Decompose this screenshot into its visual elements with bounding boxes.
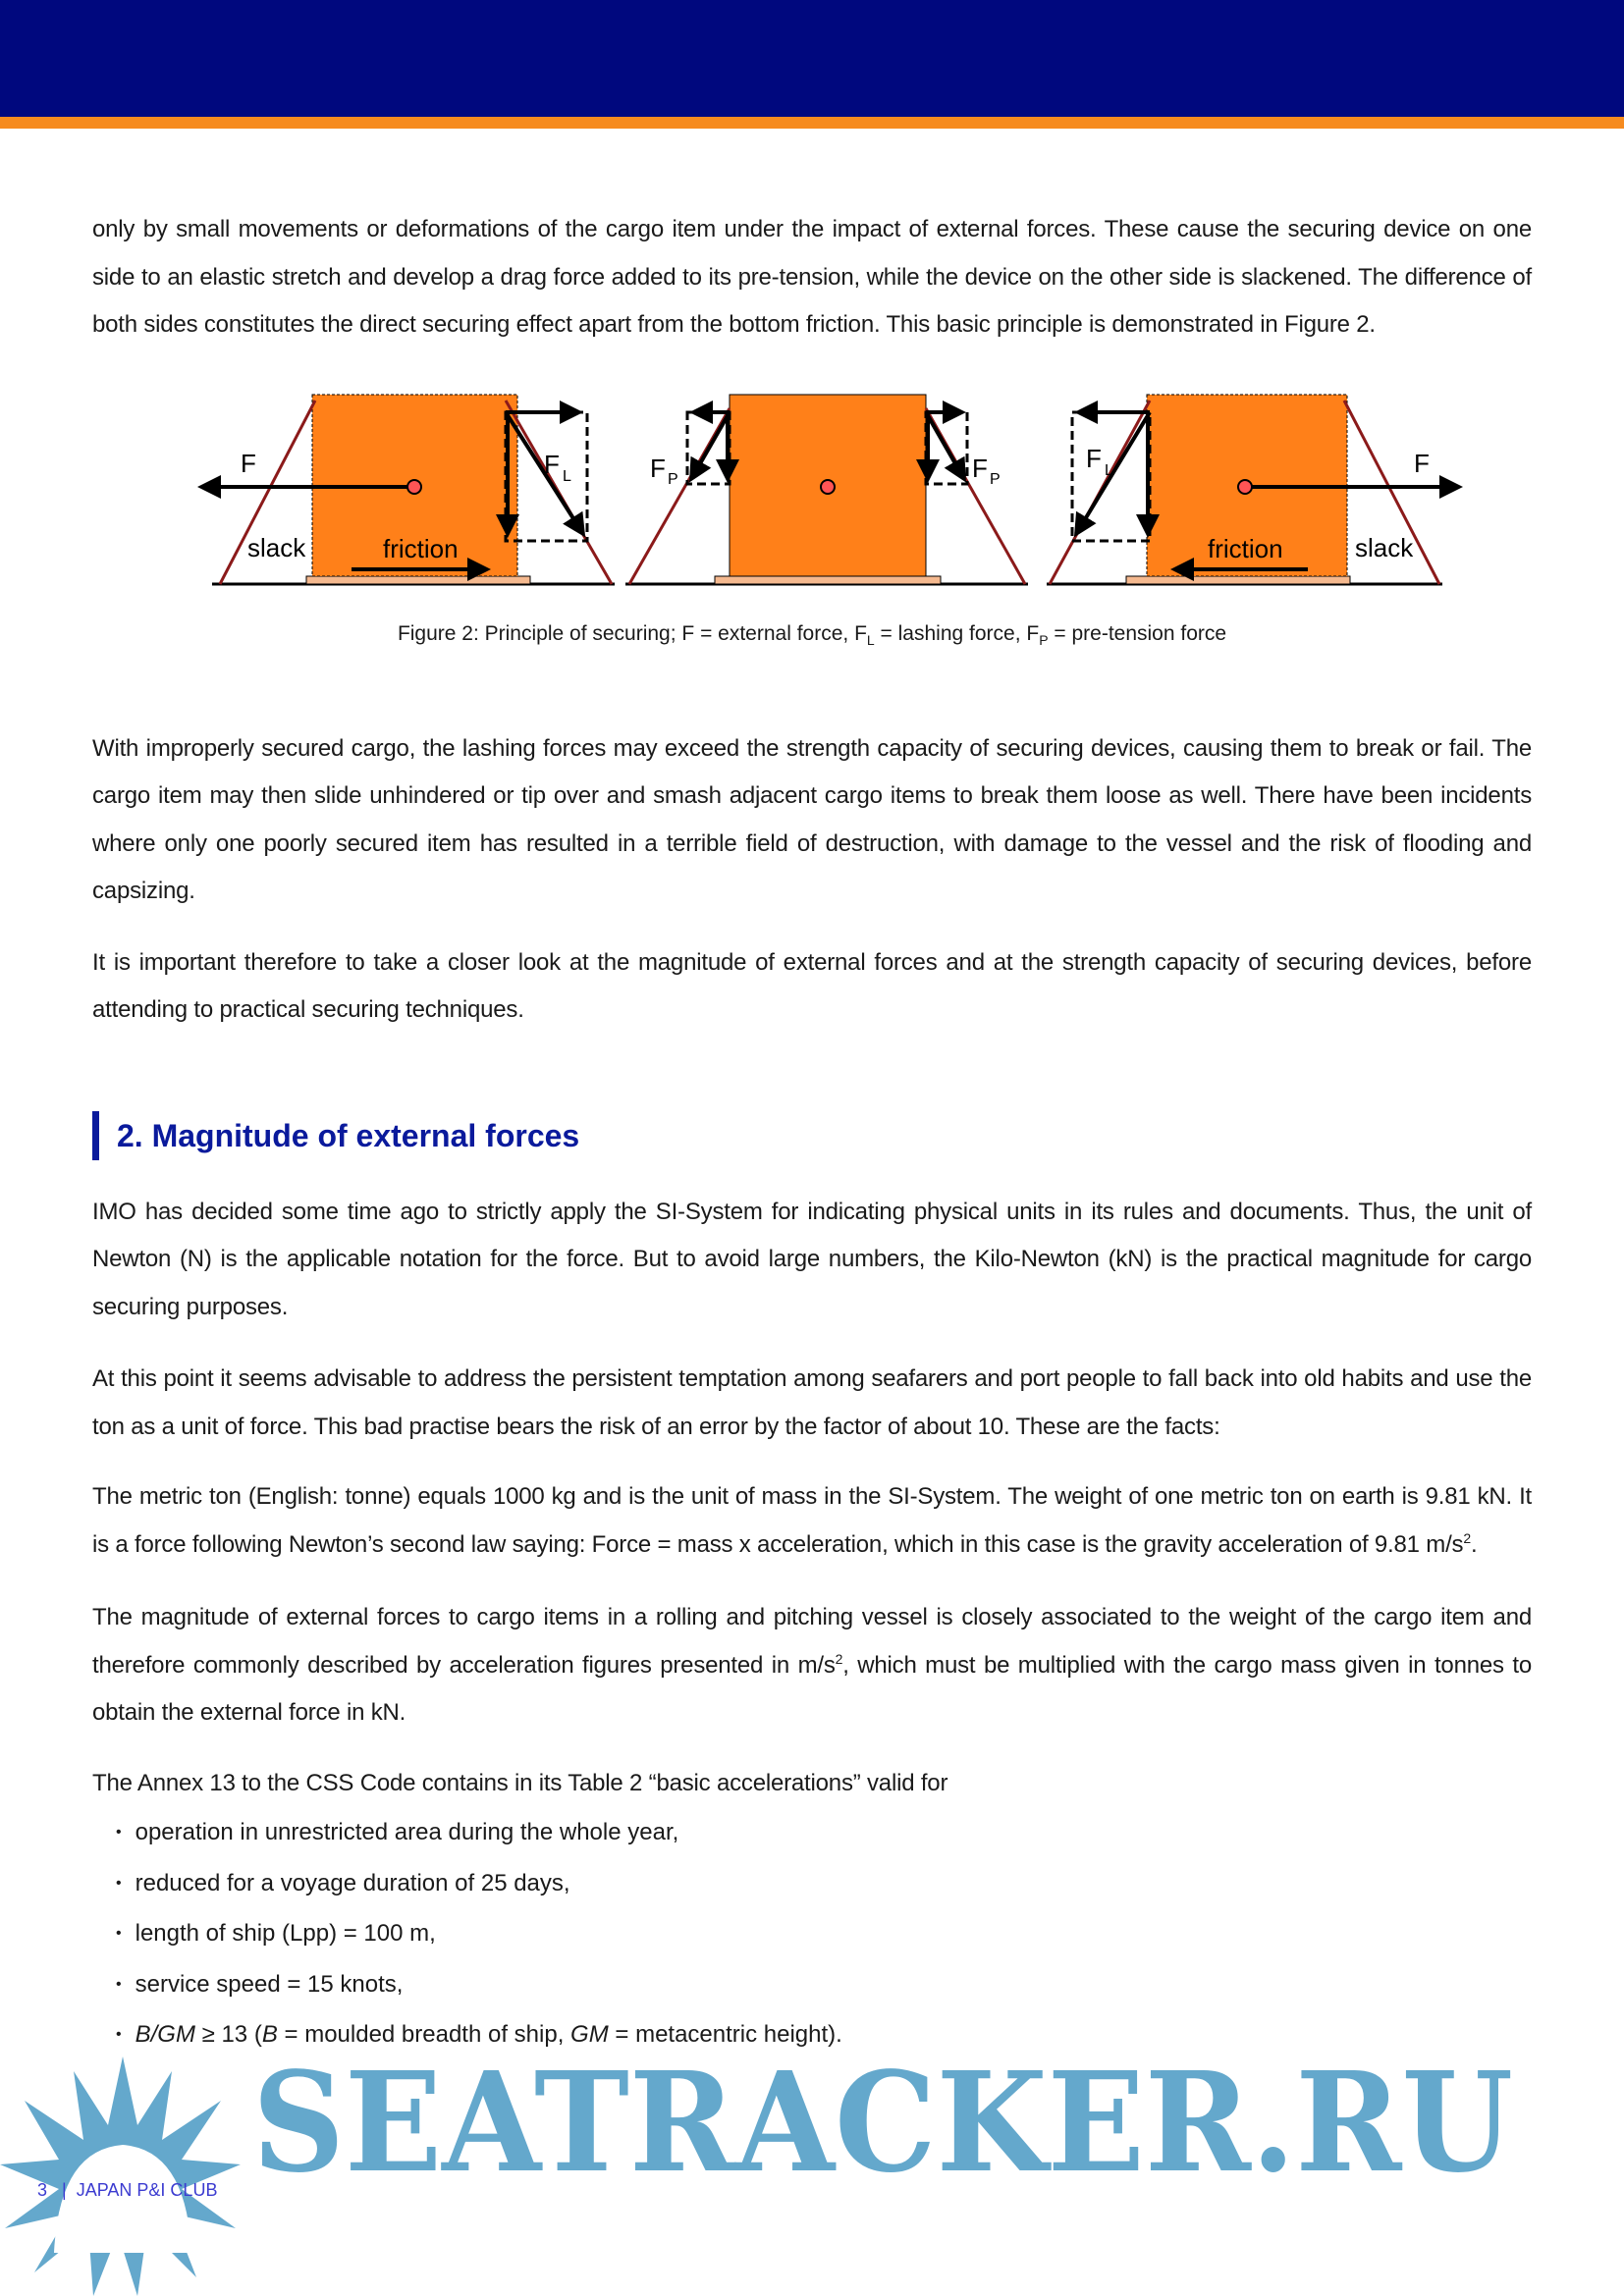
- bullet-list: [92, 1809, 1532, 2062]
- caption-text: = pre-tension force: [1048, 621, 1227, 645]
- text: B: [261, 2021, 278, 2048]
- separator: |: [62, 2179, 67, 2200]
- header-accent-strip: [0, 117, 1624, 129]
- footer: [37, 2176, 1532, 2204]
- cargo-box-center: [629, 395, 1025, 584]
- text: GM: [570, 2021, 609, 2048]
- label-friction: friction: [383, 533, 459, 563]
- paragraph: At this point it seems advisable to address the persistent temptation among seafarers and port people to fall back into old habits and use the ton as a unit of force. This bad practise bears the risk of an error by the factor of about 10. These are the facts:: [92, 1365, 1532, 1440]
- figure-2-diagram: [0, 379, 1624, 595]
- watermark: [250, 2066, 1517, 2176]
- section-heading: 2. Magnitude of external forces: [92, 1111, 1532, 1160]
- superscript: 2: [1463, 1529, 1471, 1546]
- list-item: [116, 2011, 1532, 2062]
- text: The magnitude of external forces to cargo items in a rolling and pitching vessel is closely associated to the weight of the cargo item and therefore commonly described by acceleration figures presented in m/s: [92, 1604, 1532, 1679]
- caption-text: = lashing force, F: [874, 621, 1040, 645]
- label-sub: L: [563, 467, 571, 485]
- list-item: • operation in unrestricted area during the whole year,: [116, 1809, 1532, 1860]
- label-fp: F: [650, 453, 666, 483]
- paragraph: [92, 1473, 1532, 1569]
- list-item: • length of ship (Lpp) = 100 m,: [116, 1910, 1532, 1961]
- list-item: • reduced for a voyage duration of 25 days,: [116, 1860, 1532, 1911]
- list-item: • service speed = 15 knots,: [116, 1961, 1532, 2012]
- text: , which must be multiplied with the cargo mass given in tonnes to obtain the external force in kN.: [92, 1651, 1532, 1726]
- paragraph: The Annex 13 to the CSS Code contains in its Table 2 “basic accelerations” valid for: [92, 1769, 948, 1796]
- label-friction: friction: [1208, 533, 1283, 563]
- label-f: F: [1414, 448, 1430, 478]
- text: B/GM: [135, 2021, 195, 2048]
- text: .: [1470, 1530, 1478, 1558]
- text: = metacentric height).: [608, 2021, 842, 2048]
- superscript: 2: [835, 1650, 843, 1667]
- page-number: 3: [37, 2179, 48, 2200]
- label-sub: L: [1105, 461, 1113, 479]
- figure-caption: [0, 614, 1624, 654]
- label-f: F: [241, 448, 256, 478]
- text: The metric ton (English: tonne) equals 1000 kg and is the unit of mass in the SI-System. The weight of one metric ton on earth is 9.81 kN. It is a force following Newton’s second law saying: Force = mass x acceleration, which in this case is the gravity acceleration of 9.81 m/s: [92, 1483, 1532, 1558]
- paragraph: IMO has decided some time ago to strictly apply the SI-System for indicating physical units in its rules and documents. Thus, the unit of Newton (N) is the applicable notation for the force. But to avoid large numbers, the Kilo-Newton (kN) is the practical magnitude for cargo securing purposes.: [92, 1198, 1532, 1320]
- caption-sub: L: [866, 631, 875, 648]
- watermark-text: SEATRACKER.RU: [252, 2065, 1513, 2176]
- label-slack: slack: [1355, 532, 1414, 562]
- paragraph: It is important therefore to take a closer look at the magnitude of external forces and at the strength capacity of securing devices, before attending to practical securing techniques.: [92, 948, 1532, 1023]
- paragraph: only by small movements or deformations of the cargo item under the impact of external forces. These cause the securing device on one side to an elastic stretch and develop a drag force added to its pre-tension, while the device on the other side is slackened. The difference of both sides constitutes the direct securing effect apart from the bottom friction. This basic principle is demonstrated in Figure 2.: [92, 216, 1532, 338]
- caption-text: Figure 2: Principle of securing; F = external force, F: [397, 621, 867, 645]
- footer-org: JAPAN P&I CLUB: [76, 2179, 218, 2200]
- caption-sub: P: [1039, 631, 1049, 648]
- label-fl: F: [1086, 443, 1102, 473]
- text: = moulded breadth of ship,: [277, 2021, 571, 2048]
- label-fp: F: [972, 453, 988, 483]
- label-fl: F: [544, 449, 560, 479]
- paragraph: With improperly secured cargo, the lashing forces may exceed the strength capacity of securing devices, causing them to break or fail. The cargo item may then slide unhindered or tip over and smash adjacent cargo items to break them loose as well. There have been incidents where only one poorly secured item has resulted in a terrible field of destruction, with damage to the vessel and the risk of flooding and capsizing.: [92, 734, 1532, 904]
- text: ≥ 13 (: [194, 2021, 262, 2048]
- label-slack: slack: [247, 532, 306, 562]
- label-sub: P: [668, 470, 678, 488]
- paragraph: [92, 1594, 1532, 1737]
- label-sub: P: [990, 470, 1001, 488]
- header-band: [0, 0, 1624, 117]
- content-column: [37, 206, 1532, 2204]
